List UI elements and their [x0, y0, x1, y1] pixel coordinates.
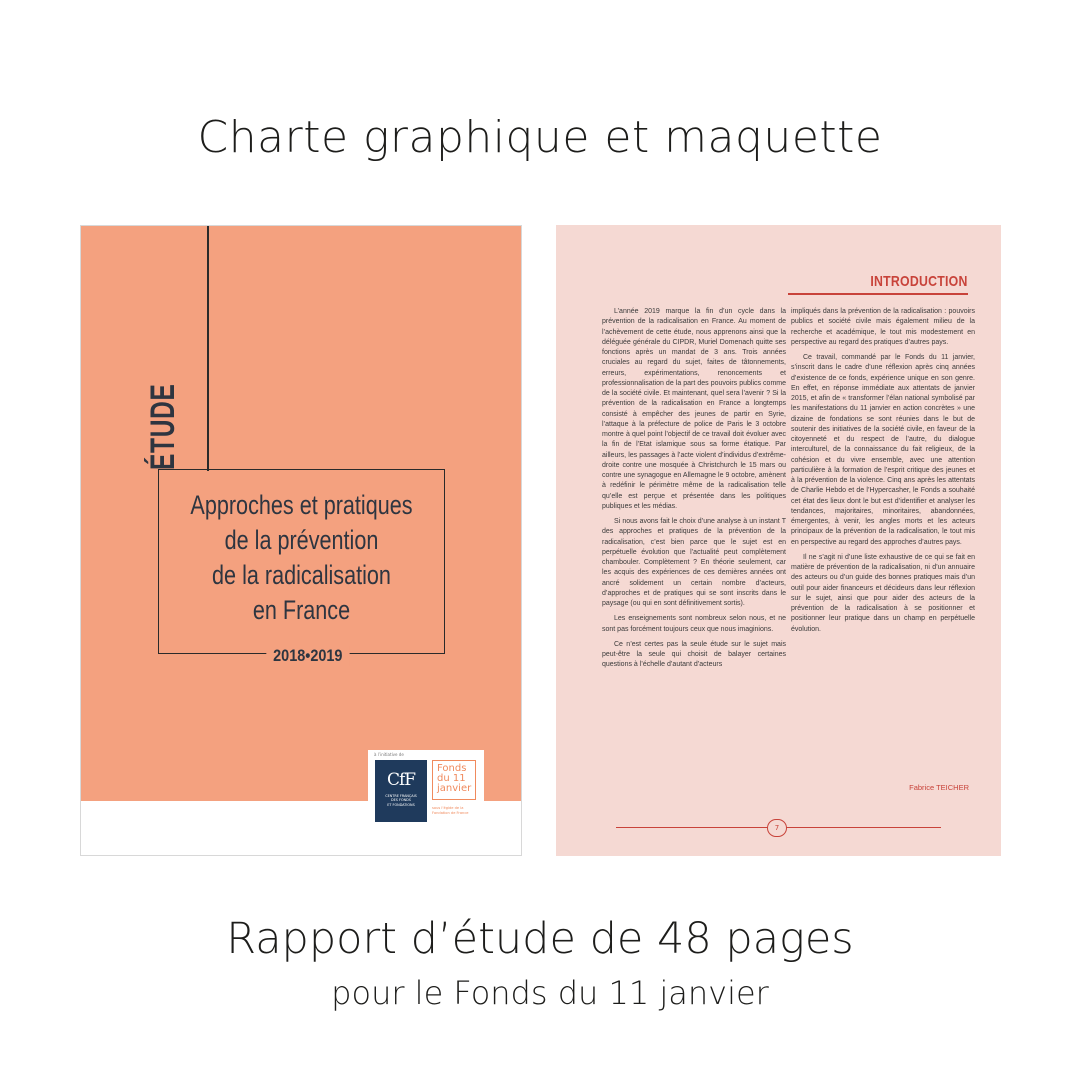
cover-title-line: de la prévention [224, 525, 379, 555]
signature: Fabrice TEICHER [909, 783, 969, 792]
cover-title [158, 488, 445, 628]
cover-years: 2018•2019 [266, 646, 349, 666]
paragraph: Si nous avons fait le choix d’une analyse à un instant T des approches et pratiques de la prévention de la radicalisation, c’est bien parce que le sujet est en perpétuelle évolution que l’actualité peut complètement chambouler. Complètement ? En théorie seulement, car les acquis des expériences de ces dernières années ont ancré solidement un certain nombre d’acteurs, d’approches et de pratiques qui se sont inscrits dans le paysage (ou qui en sont définitivement sortis). [602, 518, 786, 607]
page-number: 7 [767, 819, 787, 837]
cover-logos [368, 750, 484, 830]
introduction-heading: INTRODUCTION [870, 273, 968, 290]
fonds-line: janvier [437, 783, 472, 794]
top-heading: Charte graphique et maquette [197, 112, 883, 163]
report-cover [80, 225, 522, 856]
cover-vertical-label [144, 350, 188, 470]
cff-line: CENTRE FRANÇAIS [385, 794, 417, 798]
cover-vertical-rule [207, 226, 209, 471]
paragraph: Ce n’est certes pas la seule étude sur le sujet mais peut-être la seule qui choisit de balayer certaines questions à l’échelle d’autant d’acteurs [602, 640, 786, 669]
bottom-title: Rapport d’étude de 48 pages [226, 914, 854, 964]
text-column-right [791, 307, 975, 640]
paragraph: Il ne s’agit ni d’une liste exhaustive de ce qui se fait en matière de prévention de la radicalisation, ni d’un annuaire des acteurs ou d’un guide des bonnes pratiques mais d’un outil pour aider financeurs et décideurs dans leur réflexion sur le sujet, ainsi que pour aider des acteurs de la prévention de la radicalisation à se positionner et positionner leur pratique dans un champ en perpétuelle évolution. [791, 553, 975, 633]
fonds-sub: sous l’égide de la Fondation de France [432, 806, 469, 815]
cff-mark: CfF [386, 770, 416, 790]
cover-title-line: Approches et pratiques [190, 490, 413, 520]
paragraph: impliqués dans la prévention de la radicalisation : pouvoirs publics et société civile mais également milieu de la recherche et académique, le tout mis modestement en perspective au regard des pratiques d’autres pays. [791, 308, 975, 346]
cff-line: ET FONDATIONS [387, 802, 415, 807]
bottom-subtitle: pour le Fonds du 11 janvier [331, 974, 769, 1012]
paragraph: Les enseignements sont nombreux selon nous, et ne sont pas forcément toujours ceux que nous imaginions. [602, 615, 786, 633]
cover-etude-text: ÉTUDE [144, 383, 182, 470]
fonds-logo [432, 760, 476, 800]
text-column-left [602, 307, 786, 676]
cff-logo [375, 760, 427, 822]
logos-note: à l’initiative de [374, 752, 404, 757]
cff-line: DES FONDS [391, 798, 411, 803]
cover-title-line: en France [252, 595, 351, 625]
fonds-line: Fonds [437, 763, 467, 774]
cff-text [375, 794, 427, 807]
heading-rule [788, 293, 968, 295]
cover-title-line: de la radicalisation [212, 560, 391, 590]
paragraph: L’année 2019 marque la fin d’un cycle dans la prévention de la radicalisation en France. Au moment de l’achèvement de cette étude, nous apprenons ainsi que la déléguée générale du CIPDR, Muriel Domenach quitte ses fonctions après un mandat de 3 ans. Trois années cruciales au regard du sujet, faites de tâtonnements, erreurs, expérimentations, renoncements et professionnalisation de la part des pouvoirs publics comme de la société civile. Et maintenant, quel sera l’avenir ? Si la prévention de la radicalisation en France a longtemps consisté à empêcher des jeunes de partir en Syrie, l’attaque à la préfecture de police de Paris le 3 octobre montre à quel point l’objectif de ce travail doit évoluer avec la fin de l’Etat islamique sous sa forme étatique. Par ailleurs, les passages à l’acte violent d’individus d’extrême-droite contre une mosquée à Christchurch le 15 mars ou contre une synagogue en Allemagne le 9 octobre, amènent à redéfinir le périmètre même de la radicalisation telle qu’elle est perçue et présentée dans les politiques publiques et les médias. [602, 308, 786, 510]
introduction-page [556, 225, 1001, 856]
fonds-line: du 11 [437, 773, 466, 784]
paragraph: Ce travail, commandé par le Fonds du 11 janvier, s’inscrit dans le cadre d’une réflexion après cinq années d’existence de ce fonds, expérience unique en son genre. En effet, en réponse immédiate aux attentats de janvier 2015, et afin de « transformer l’élan national symbolisé par les manifestations du 11 janvier en action concrètes » une dizaine de fondations se sont réunies dans le but de soutenir des initiatives de la société civile, en faveur de la citoyenneté et du respect de l’autre, du dialogue interculturel, de la connaissance du fait religieux, de la cohésion et du vivre ensemble, avec une attention particulière à la formation de l’esprit critique des jeunes et à la prévention de la violence. Cinq ans après les attentats de Charlie Hebdo et de l’Hypercasher, le Fonds a souhaité cet état des lieux dont le but est d’identifier et analyser les tendances, majoritaires, minoritaires, abandonnées, émergentes, à venir, les angles morts et les acteurs principaux de la prévention de la radicalisation, le tout mis en perspective au regard des approches d’autres pays. [791, 354, 975, 546]
